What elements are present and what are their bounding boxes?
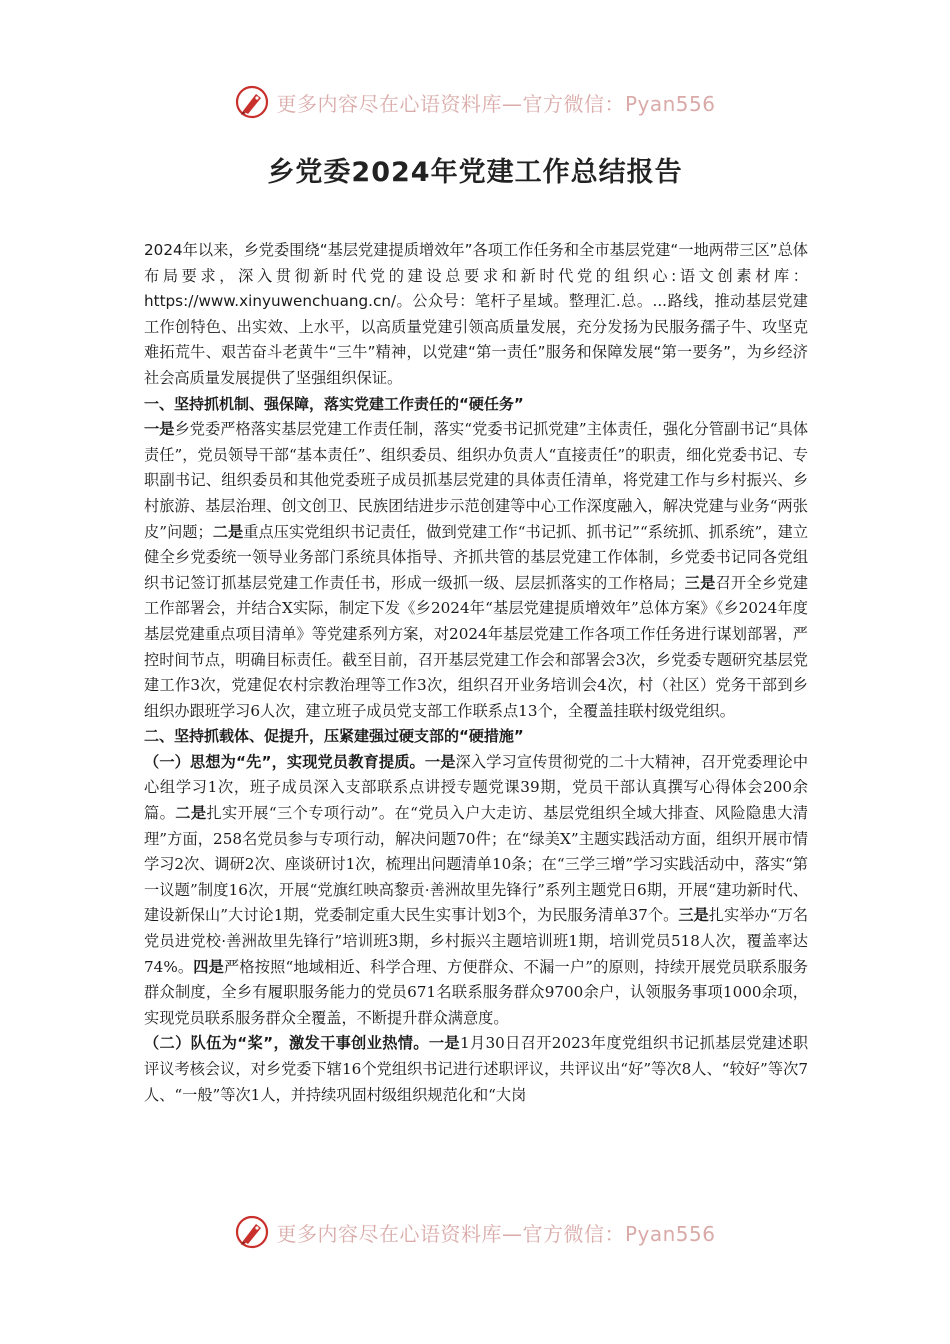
- paragraph-text: 严格按照“地域相近、科学合理、方便群众、不漏一户”的原则，持续开展党员联系服务群众制度，全乡有履职服务能力的党员671名联系服务群众9700余户，认领服务事项1000余项，实现党员联系服务群众全覆盖，不断提升群众满意度。: [144, 957, 808, 1027]
- keyword: 一是: [428, 1034, 460, 1053]
- watermark-banner-top: [0, 82, 950, 122]
- watermark-text: 更多内容尽在心语资料库—官方微信：Pyan556: [276, 91, 716, 116]
- subsection-lead: （一）思想为“先”，实现党员教育提质。: [144, 752, 425, 771]
- paragraph-text: 重点压实党组织书记责任，做到党建工作“书记抓、抓书记”“系统抓、抓系统”，建立健全乡党委统一领导业务部门系统具体指导、齐抓共管的基层党建工作体制，乡党委书记同各党组织书记签订抓基层党建工作责任书，形成一级抓一级、层层抓落实的工作格局；: [144, 522, 809, 592]
- section-heading-1: 一、坚持抓机制、强保障，落实党建工作责任的“硬任务”: [144, 394, 524, 413]
- paragraph-text: 深入学习宣传贯彻党的二十大精神，召开党委理论中心组学习1次，班子成员深入支部联系点讲授专题党课39期，党员干部认真撰写心得体会200余篇。: [144, 752, 809, 823]
- intro-paragraph: 2024年以来，乡党委围绕“基层党建提质增效年”各项工作任务和全市基层党建“一地两带三区”总体布局要求，深入贯彻新时代党的建设总要求和新时代党的组织心:语文创素材库：https://www.xinyuwenchuang.cn/。公众号：笔杆子星域。整理汇.总。...路线，推动基层党建工作创特色、出实效、上水平，以高质量党建引领高质量发展，充分发扬为民服务孺子牛、攻坚克难拓荒牛、艰苦奋斗老黄牛“三牛”精神，以党建“第一责任”服务和保障发展“第一要务”，为乡经济社会高质量发展提供了坚强组织保证。: [144, 241, 808, 387]
- document-body: [144, 238, 808, 1108]
- keyword: 二是: [212, 522, 244, 541]
- pen-nib-logo-icon: [234, 84, 270, 120]
- paragraph-text: 扎实开展“三个专项行动”。在“党员入户大走访、基层党组织全域大排查、风险隐患大清理”方面，258名党员参与专项行动，解决问题70件；在“绿美X”主题实践活动方面，组织开展市情学习2次、调研2次、座谈研讨1次，梳理出问题清单10条；在“三学三增”学习实践活动中，落实“第一议题”制度16次，开展“党旗红映高黎贡·善洲故里先锋行”系列主题党日6期，开展“建功新时代、建设新保山”大讨论1期，党委制定重大民生实事计划3个，为民服务清单37个。: [144, 804, 809, 925]
- subsection-1-paragraph: [144, 750, 808, 1032]
- pen-nib-logo-icon: [234, 1214, 270, 1250]
- keyword: 四是: [193, 957, 225, 976]
- subsection-lead: （二）队伍为“桨”，激发干事创业热情。: [144, 1034, 429, 1053]
- paragraph-text: 乡党委严格落实基层党建工作责任制，落实“党委书记抓党建”主体责任，强化分管副书记“具体责任”，党员领导干部“基本责任”、组织委员、组织办负责人“直接责任”的职责，细化党委书记、专职副书记、组织委员和其他党委班子成员抓基层党建的具体责任清单，将党建工作与乡村振兴、乡村旅游、基层治理、创文创卫、民族团结进步示范创建等中心工作深度融入，解决党建与业务“两张皮”问题；: [144, 420, 809, 541]
- keyword: 一是: [144, 420, 175, 439]
- subsection-2-paragraph: [144, 1031, 808, 1108]
- paragraph-text: 召开全乡党建工作部署会，并结合X实际，制定下发《乡2024年“基层党建提质增效年”总体方案》《乡2024年度基层党建重点项目清单》等党建系列方案，对2024年基层党建工作各项工作任务进行谋划部署，严控时间节点，明确目标责任。截至目前，召开基层党建工作会和部署会3次，乡党委专题研究基层党建工作3次，党建促农村宗教治理等工作3次，组织召开业务培训会4次，村（社区）党务干部到乡组织办跟班学习6人次，建立班子成员党支部工作联系点13个，全覆盖挂联村级党组织。: [144, 573, 809, 720]
- paragraph-text: 扎实举办“万名党员进党校·善洲故里先锋行”培训班3期，乡村振兴主题培训班1期，培训党员518人次，覆盖率达74%。: [144, 906, 809, 976]
- keyword: 三是: [684, 573, 716, 592]
- page-title: 乡党委2024年党建工作总结报告: [267, 157, 683, 188]
- keyword: 一是: [424, 752, 456, 771]
- section-heading-2: 二、坚持抓载体、促提升，压紧建强过硬支部的“硬措施”: [144, 727, 524, 746]
- keyword: 二是: [175, 804, 207, 823]
- paragraph-text: 1月30日召开2023年度党组织书记抓基层党建述职评议考核会议，对乡党委下辖16个党组织书记进行述职评议，共评议出“好”等次8人、“较好”等次7人、“一般”等次1人，并持续巩固村级组织规范化和“大岗: [144, 1034, 809, 1104]
- watermark-text: 更多内容尽在心语资料库—官方微信：Pyan556: [276, 1221, 716, 1246]
- section-1-paragraph: [144, 417, 808, 724]
- watermark-banner-bottom: [0, 1212, 950, 1252]
- keyword: 三是: [678, 906, 709, 925]
